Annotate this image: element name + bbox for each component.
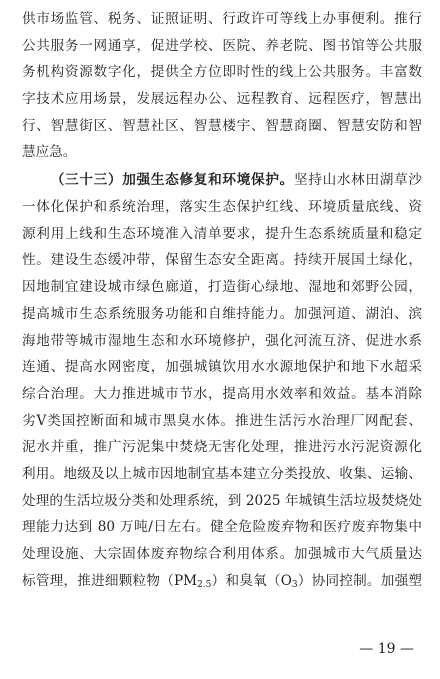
text-line: 综合治理。大力推进城市节水，提高用水效率和效益。基本消除: [22, 385, 422, 402]
text-line: 务机构资源数字化，提供全方位即时性的线上公共服务。丰富数: [22, 64, 422, 81]
text-line: 劣Ⅴ类国控断面和城市黑臭水体。推进生活污水治理厂网配套、: [22, 412, 422, 429]
text-line: 海地带等城市湿地生态和水环境修护，强化河流互济、促进水系: [22, 332, 422, 349]
text-line: 性。建设生态缓冲带，保留生态安全距离。持续开展国土绿化，: [22, 252, 422, 269]
text-line: 泥水并重，推广污泥集中焚烧无害化处理，推进污水污泥资源化: [22, 439, 422, 456]
text-line: 供市场监管、税务、证照证明、行政许可等线上办事便利。推行: [22, 11, 422, 27]
text-line: 一体化保护和系统治理，落实生态保护红线、环境质量底线、资: [22, 199, 422, 216]
section-heading: （三十三）加强生态修复和环境保护。: [50, 172, 294, 189]
text-line: 利用。地级及以上城市因地制宜基本建立分类投放、收集、运输、: [22, 465, 422, 482]
subscript: 2.5: [197, 579, 212, 590]
text-line: 处理设施、大宗固体废弃物综合利用体系。加强城市大气质量达: [22, 546, 422, 563]
text-line: 慧应急。: [22, 144, 77, 161]
text-line: 源利用上线和生态环境准入清单要求，提升生态系统质量和稳定: [22, 225, 422, 242]
subscript: 3: [291, 579, 298, 590]
page-number: — 19 —: [359, 641, 414, 657]
document-body: [22, 6, 422, 594]
text-segment: ）协同控制。加强塑: [297, 572, 422, 589]
text-line: 连通、提高水网密度，加强城镇饮用水水源地保护和地下水超采: [22, 359, 422, 376]
text-line: 处理的生活垃圾分类和处理系统，到 2025 年城镇生活垃圾焚烧处: [22, 492, 422, 509]
text-line: 理能力达到 80 万吨/日左右。健全危险废弃物和医疗废弃物集中: [22, 519, 422, 536]
text-segment: 标管理，推进细颗粒物（PM: [22, 572, 198, 589]
text-segment: ）和臭氧（O: [211, 572, 292, 589]
heading-continuation: 坚持山水林田湖草沙: [293, 172, 422, 189]
text-line: 提高城市生态系统服务功能和自维持能力。加强河道、湖泊、滨: [22, 305, 422, 322]
section-heading-line: [22, 167, 422, 194]
text-line: 字技术应用场景，发展远程办公、远程教育、远程医疗，智慧出: [22, 91, 422, 108]
text-line: 行、智慧街区、智慧社区、智慧楼宇、智慧商圈、智慧安防和智: [22, 117, 422, 134]
text-line: 公共服务一网通享，促进学校、医院、养老院、图书馆等公共服: [22, 37, 422, 54]
text-line: 因地制宜建设城市绿色廊道，打造街心绿地、湿地和郊野公园，: [22, 279, 422, 296]
text-line: [22, 568, 422, 595]
